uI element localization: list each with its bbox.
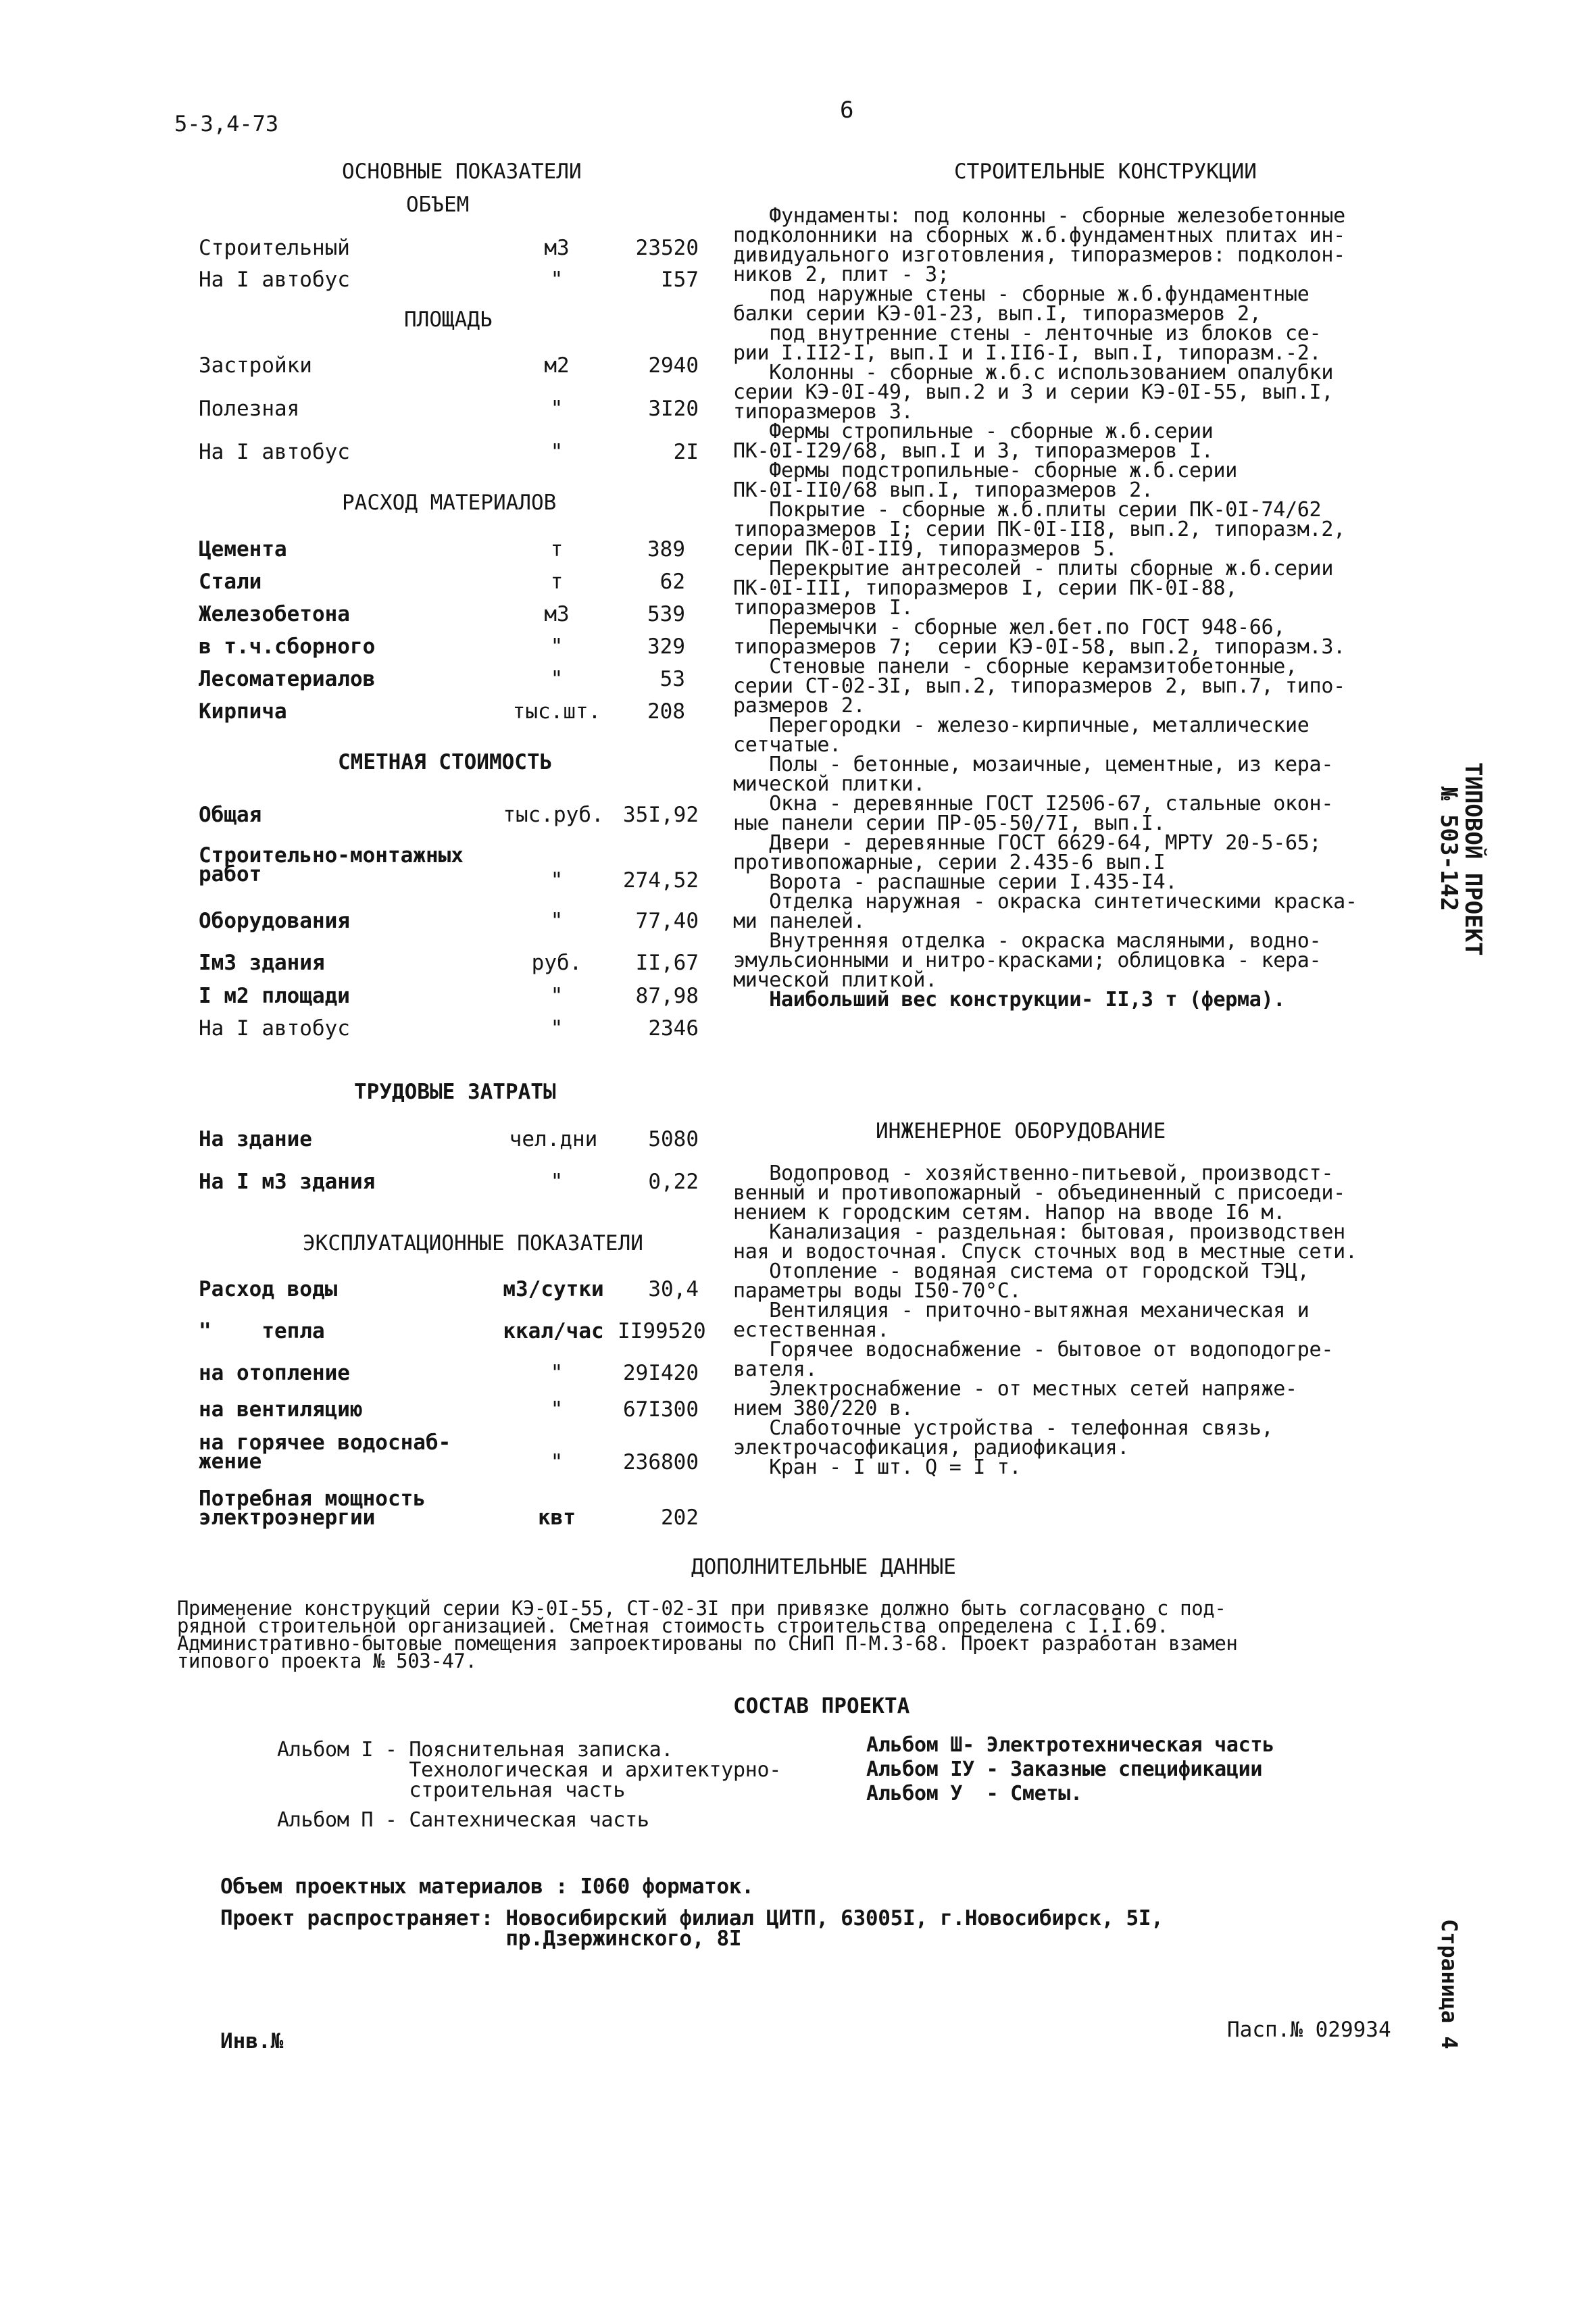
passport-number: Пасп.№ 029934 bbox=[1227, 2018, 1391, 2042]
text-line: Альбом Ш- Электротехническая часть bbox=[866, 1733, 1274, 1757]
row-unit: " bbox=[550, 868, 564, 893]
row-unit: руб. bbox=[531, 951, 582, 975]
text-line: серии КЭ-0I-49, вып.2 и 3 и серии КЭ-0I-55, вып.I, bbox=[733, 380, 1334, 404]
distributor bbox=[220, 1908, 1164, 1949]
additional-text bbox=[177, 1599, 1393, 1670]
row-name: На I автобус bbox=[199, 440, 350, 464]
row-name: Строительный bbox=[199, 236, 350, 260]
row-value: 208 bbox=[647, 699, 685, 724]
project-stamp-number: № 503-142 bbox=[1435, 787, 1462, 912]
row-name: Лесоматериалов bbox=[199, 667, 376, 691]
text-line: рядной строительной организацией. Сметная стоимость строительства определена с I.I.69. bbox=[177, 1614, 1169, 1637]
row-name: Цемента bbox=[199, 537, 287, 562]
row-value: 77,40 bbox=[635, 909, 699, 933]
text-line: Перегородки - железо-кирпичные, металлические bbox=[733, 714, 1310, 737]
section-title: РАСХОД МАТЕРИАЛОВ bbox=[342, 491, 557, 515]
row-name: На здание bbox=[199, 1127, 312, 1151]
text-line: противопожарные, серии 2.435-6 вып.I bbox=[733, 851, 1166, 874]
text-line: Проект распространяет: Новосибирский филиал ЦИТП, 63005I, г.Новосибирск, 5I, bbox=[220, 1906, 1164, 1931]
text-line: Альбом IУ - Заказные спецификации bbox=[866, 1758, 1263, 1781]
row-value: 3I20 bbox=[648, 397, 699, 421]
section-title: СОСТАВ ПРОЕКТА bbox=[733, 1694, 910, 1718]
row-unit: м3 bbox=[544, 236, 570, 260]
text-line: Канализация - раздельная: бытовая, производствен bbox=[733, 1220, 1345, 1244]
engineering-text bbox=[733, 1164, 1422, 1477]
row-name: Расход воды bbox=[199, 1277, 338, 1301]
row-value: 29I420 bbox=[623, 1361, 699, 1385]
project-stamp bbox=[1437, 762, 1485, 956]
text-line: ми панелей. bbox=[733, 910, 866, 933]
text-line: ников 2, плит - 3; bbox=[733, 263, 949, 287]
text-line: Колонны - сборные ж.б.с использованием опалубки bbox=[733, 361, 1334, 384]
row-unit: квт bbox=[538, 1505, 576, 1530]
text-line: Вентиляция - приточно-вытяжная механическая и bbox=[733, 1299, 1310, 1322]
text-line: Отопление - водяная система от городской ТЭЦ, bbox=[733, 1260, 1310, 1283]
row-name-continued: электроэнергии bbox=[199, 1505, 376, 1530]
row-name: на вентиляцию bbox=[199, 1397, 363, 1422]
text-line: Фермы подстропильные- сборные ж.б.серии bbox=[733, 459, 1237, 482]
text-line: параметры воды I50-70°С. bbox=[733, 1279, 1022, 1303]
text-line: нением к городским сетям. Напор на вводе I6 м. bbox=[733, 1201, 1286, 1224]
row-value: 67I300 bbox=[623, 1397, 699, 1422]
row-unit: " bbox=[550, 667, 564, 691]
text-line: под наружные стены - сборные ж.б.фундаментные bbox=[733, 282, 1310, 306]
text-line: эмульсионными и нитро-красками; облицовка - кера- bbox=[733, 949, 1322, 972]
row-unit: " bbox=[550, 909, 564, 933]
row-name-continued: жение bbox=[199, 1449, 262, 1474]
text-line: пр.Дзержинского, 8I bbox=[220, 1926, 742, 1951]
text-line: строительная часть bbox=[277, 1778, 626, 1802]
text-line: дивидуального изготовления, типоразмеров: подколон- bbox=[733, 243, 1345, 267]
inventory-number: Инв.№ bbox=[220, 2029, 284, 2053]
text-line: мической плитки. bbox=[733, 772, 926, 796]
row-value: 2346 bbox=[648, 1016, 699, 1041]
text-line: типоразмеров I. bbox=[733, 596, 914, 620]
text-line: Наибольший вес конструкции- II,3 т (ферма). bbox=[733, 988, 1286, 1012]
row-name: I м2 площади bbox=[199, 984, 350, 1008]
row-unit: " bbox=[550, 1361, 564, 1385]
text-line: ПК-0I-I29/68, вып.I и 3, типоразмеров I. bbox=[733, 439, 1214, 463]
text-line: ные панели серии ПР-05-50/7I, вып.I. bbox=[733, 812, 1166, 835]
row-unit: т bbox=[550, 570, 564, 594]
row-name: Общая bbox=[199, 803, 262, 827]
text-line: Кран - I шт. Q = I т. bbox=[733, 1455, 1022, 1479]
text-line: ПК-0I-II0/68 вып.I, типоразмеров 2. bbox=[733, 478, 1153, 502]
text-line: Отделка наружная - окраска синтетическими краска- bbox=[733, 890, 1357, 914]
row-unit: м3/сутки bbox=[503, 1277, 604, 1301]
text-line: Административно-бытовые помещения запроектированы по СНиП П-М.3-68. Проект разработан взамен bbox=[177, 1632, 1238, 1655]
text-line: под внутренние стены - ленточные из блоков се- bbox=[733, 322, 1322, 345]
row-value: II99520 bbox=[618, 1319, 706, 1343]
text-line: естественная. bbox=[733, 1318, 889, 1342]
composition-right bbox=[866, 1733, 1407, 1806]
row-value: 329 bbox=[647, 634, 685, 659]
row-unit: " bbox=[550, 634, 564, 659]
row-unit: " bbox=[550, 268, 564, 292]
row-name: Стали bbox=[199, 570, 262, 594]
row-name: Кирпича bbox=[199, 699, 287, 724]
row-value: II,67 bbox=[635, 951, 699, 975]
text-line: ная и водосточная. Спуск сточных вод в местные сети. bbox=[733, 1240, 1357, 1264]
row-name: на отопление bbox=[199, 1361, 350, 1385]
row-unit: " bbox=[550, 1397, 564, 1422]
text-line: Горячее водоснабжение - бытовое от водоподогре- bbox=[733, 1338, 1334, 1362]
row-value: 23520 bbox=[635, 236, 699, 260]
text-line: мической плиткой. bbox=[733, 968, 937, 992]
row-name: на горячее водоснаб- bbox=[199, 1430, 451, 1455]
text-line: Окна - деревянные ГОСТ I2506-67, стальные окон- bbox=[733, 792, 1334, 816]
text-line: подколонники на сборных ж.б.фундаментных плитах ин- bbox=[733, 224, 1345, 247]
text-line: серии ПК-0I-II9, типоразмеров 5. bbox=[733, 537, 1118, 561]
row-unit: " bbox=[550, 397, 564, 421]
row-unit: т bbox=[550, 537, 564, 562]
row-name: На I м3 здания bbox=[199, 1170, 376, 1194]
row-value: 53 bbox=[659, 667, 685, 691]
row-name: На I автобус bbox=[199, 1016, 350, 1041]
text-line: типоразмеров 3. bbox=[733, 400, 914, 424]
row-value: 274,52 bbox=[623, 868, 699, 893]
row-unit: " bbox=[550, 1170, 564, 1194]
composition-left bbox=[277, 1740, 885, 1831]
text-line: размеров 2. bbox=[733, 694, 866, 718]
row-unit: " bbox=[550, 1450, 564, 1474]
row-unit: " bbox=[550, 1016, 564, 1041]
section-title: СТРОИТЕЛЬНЫЕ КОНСТРУКЦИИ bbox=[954, 159, 1257, 184]
document-code: 5-3,4-73 bbox=[174, 111, 279, 136]
row-unit: " bbox=[550, 440, 564, 464]
row-unit: м2 bbox=[544, 353, 570, 378]
text-line: типоразмеров I; серии ПК-0I-II8, вып.2, типоразм.2, bbox=[733, 518, 1345, 541]
text-line: Электроснабжение - от местных сетей напряже- bbox=[733, 1377, 1297, 1401]
page-label: Страница 4 bbox=[1437, 1919, 1462, 2049]
row-unit: тыс.шт. bbox=[512, 699, 601, 724]
section-title: ТРУДОВЫЕ ЗАТРАТЫ bbox=[354, 1080, 556, 1104]
text-line: электрочасофикация, радиофикация. bbox=[733, 1436, 1130, 1460]
row-name: Полезная bbox=[199, 397, 300, 421]
section-title: ИНЖЕНЕРНОЕ ОБОРУДОВАНИЕ bbox=[876, 1119, 1166, 1143]
text-line: рии I.II2-I, вып.I и I.II6-I, вып.I, типоразм.-2. bbox=[733, 341, 1322, 365]
text-line: Водопровод - хозяйственно-питьевой, производст- bbox=[733, 1162, 1334, 1185]
text-line: ПК-0I-III, типоразмеров I, серии ПК-0I-88, bbox=[733, 576, 1237, 600]
main-indicators-title: ОСНОВНЫЕ ПОКАЗАТЕЛИ bbox=[342, 159, 582, 184]
text-line: Альбом У - Сметы. bbox=[866, 1782, 1082, 1806]
row-value: 2I bbox=[673, 440, 699, 464]
row-value: 539 bbox=[647, 602, 685, 626]
text-line: Фундаменты: под колонны - сборные железобетонные bbox=[733, 204, 1345, 228]
row-name: Железобетона bbox=[199, 602, 350, 626]
row-value: I57 bbox=[661, 268, 699, 292]
row-name: в т.ч.сборного bbox=[199, 634, 376, 659]
row-value: 236800 bbox=[623, 1450, 699, 1474]
section-title: ЭКСПЛУАТАЦИОННЫЕ ПОКАЗАТЕЛИ bbox=[303, 1231, 643, 1255]
text-line: Покрытие - сборные ж.б.плиты серии ПК-0I-74/62 bbox=[733, 498, 1322, 522]
section-title: СМЕТНАЯ СТОИМОСТЬ bbox=[338, 750, 553, 774]
row-name: IмЗ здания bbox=[199, 951, 325, 975]
row-value: 35I,92 bbox=[623, 803, 699, 827]
row-unit: ккал/час bbox=[503, 1319, 604, 1343]
row-name: Застройки bbox=[199, 353, 312, 378]
text-line: Внутренняя отделка - окраска масляными, водно- bbox=[733, 929, 1322, 953]
row-name: Оборудования bbox=[199, 909, 350, 933]
page-number: 6 bbox=[840, 97, 854, 124]
row-value: 87,98 bbox=[635, 984, 699, 1008]
text-line: типового проекта № 503-47. bbox=[177, 1649, 477, 1672]
constructions-text bbox=[733, 206, 1422, 1010]
row-name: На I автобус bbox=[199, 268, 350, 292]
text-line: сетчатые. bbox=[733, 733, 841, 757]
materials-volume: Объем проектных материалов : I060 форматок. bbox=[220, 1874, 754, 1899]
row-unit: м3 bbox=[544, 602, 570, 626]
text-line: венный и противопожарный - объединенный с присоеди- bbox=[733, 1181, 1345, 1205]
row-value: 30,4 bbox=[648, 1277, 699, 1301]
text-line: Альбом I - Пояснительная записка. bbox=[277, 1738, 674, 1762]
text-line: Стеновые панели - сборные керамзитобетонные, bbox=[733, 655, 1297, 678]
text-line: Альбом П - Сантехническая часть bbox=[277, 1808, 649, 1832]
text-line: балки серии КЭ-01-23, вып.I, типоразмеров 2, bbox=[733, 302, 1262, 326]
text-line: серии СТ-02-3I, вып.2, типоразмеров 2, вып.7, типо- bbox=[733, 674, 1345, 698]
row-value: 0,22 bbox=[648, 1170, 699, 1194]
text-line: Фермы стропильные - сборные ж.б.серии bbox=[733, 420, 1214, 443]
row-name: Потребная мощность bbox=[199, 1487, 426, 1511]
section-title: ДОПОЛНИТЕЛЬНЫЕ ДАННЫЕ bbox=[691, 1555, 956, 1579]
section-title: ОБЪЕМ bbox=[406, 193, 470, 217]
section-title: ПЛОЩАДЬ bbox=[404, 307, 493, 332]
text-line: Полы - бетонные, мозаичные, цементные, из кера- bbox=[733, 753, 1334, 776]
text-line: Слаботочные устройства - телефонная связь, bbox=[733, 1416, 1274, 1440]
text-line: Ворота - распашные серии I.435-I4. bbox=[733, 870, 1178, 894]
text-line: Перекрытие антресолей - плиты сборные ж.б.серии bbox=[733, 557, 1334, 580]
row-unit: " bbox=[550, 984, 564, 1008]
text-line: Двери - деревянные ГОСТ 6629-64, МРТУ 20-5-65; bbox=[733, 831, 1322, 855]
text-line: вателя. bbox=[733, 1358, 818, 1381]
row-value: 2940 bbox=[648, 353, 699, 378]
row-value: 202 bbox=[661, 1505, 699, 1530]
row-value: 389 bbox=[647, 537, 685, 562]
text-line: нием 380/220 в. bbox=[733, 1397, 914, 1420]
text-line: Применение конструкций серии КЭ-0I-55, СТ-02-3I при привязке должно быть согласовано с под- bbox=[177, 1597, 1226, 1620]
row-name: " тепла bbox=[199, 1319, 325, 1343]
text-line: Технологическая и архитектурно- bbox=[277, 1758, 781, 1782]
row-unit: чел.дни bbox=[509, 1127, 598, 1151]
project-stamp-line: ТИПОВОЙ ПРОЕКТ bbox=[1460, 762, 1487, 956]
row-value: 62 bbox=[659, 570, 685, 594]
row-name-continued: работ bbox=[199, 862, 262, 887]
row-value: 5080 bbox=[648, 1127, 699, 1151]
row-name: Строительно-монтажных bbox=[199, 843, 464, 868]
text-line: типоразмеров 7; серии КЭ-0I-58, вып.2, типоразм.3. bbox=[733, 635, 1345, 659]
row-unit: тыс.руб. bbox=[503, 803, 604, 827]
text-line: Перемычки - сборные жел.бет.по ГОСТ 948-66, bbox=[733, 616, 1286, 639]
